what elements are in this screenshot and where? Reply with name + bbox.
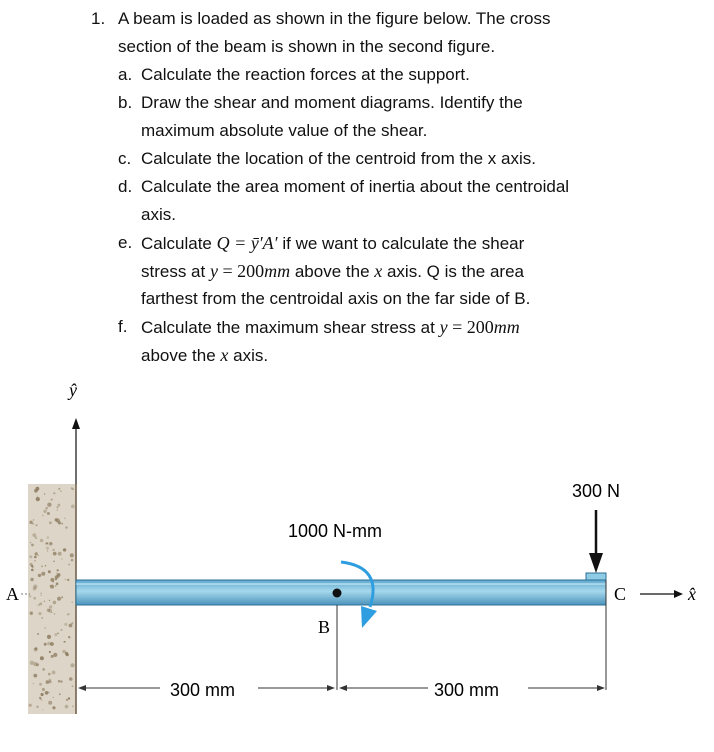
wall-speckle [34, 647, 37, 650]
part-c-text: Calculate the location of the centroid from the x axis. [141, 149, 536, 168]
wall-speckle [68, 564, 70, 566]
wall-speckle [56, 518, 60, 522]
wall-speckle [44, 601, 45, 602]
wall-speckle [51, 499, 53, 501]
wall-speckle [30, 578, 33, 581]
fixed-wall-support [28, 484, 76, 714]
wall-speckle [53, 552, 57, 556]
wall-speckle [32, 533, 36, 537]
wall-speckle [30, 542, 32, 544]
wall-speckle [48, 673, 51, 676]
wall-speckle [61, 596, 63, 598]
intro-line-1: A beam is loaded as shown in the figure below. The cross [118, 9, 551, 28]
wall-speckle [34, 560, 36, 562]
part-e-letter: e. [118, 233, 133, 252]
wall-speckle [29, 521, 32, 524]
wall-speckle [51, 578, 55, 582]
wall-speckle [69, 677, 73, 681]
part-e-line-1: Calculate Q = ȳ′A′ if we want to calculate the shear [141, 233, 525, 253]
wall-speckle [41, 617, 43, 619]
wall-speckle [67, 579, 69, 581]
x-axis-arrowhead [674, 590, 683, 598]
wall-speckle [65, 526, 67, 528]
wall-speckle [65, 579, 66, 580]
wall-speckle [46, 547, 49, 550]
wall-speckle [29, 704, 32, 707]
wall-speckle [41, 565, 43, 567]
force-arrowhead [589, 553, 603, 573]
wall-speckle [33, 519, 35, 521]
wall-speckle [53, 561, 55, 563]
wall-speckle [45, 507, 48, 510]
wall-speckle [71, 559, 74, 562]
wall-speckle [42, 668, 45, 671]
y-axis-arrowhead [72, 418, 80, 429]
wall-speckle [64, 517, 66, 519]
part-d-line-2: axis. [141, 205, 176, 224]
wall-speckle [57, 633, 59, 635]
dimension-right-label: 300 mm [434, 680, 500, 700]
wall-speckle [47, 635, 51, 639]
wall-speckle [68, 697, 70, 699]
wall-speckle [64, 641, 66, 643]
wall-speckle [40, 539, 44, 543]
wall-speckle [45, 691, 49, 695]
wall-speckle [33, 674, 37, 678]
point-c-label: C [614, 584, 627, 604]
wall-speckle [45, 627, 46, 628]
wall-speckle [29, 595, 32, 598]
wall-speckle [38, 574, 41, 577]
wall-speckle [52, 549, 54, 551]
part-a-text: Calculate the reaction forces at the support. [141, 65, 470, 84]
wall-speckle [60, 490, 62, 492]
point-b-label: B [318, 617, 331, 637]
wall-speckle [52, 671, 56, 675]
wall-speckle [49, 605, 52, 608]
wall-speckle [54, 633, 57, 636]
wall-speckle [36, 524, 38, 526]
x-axis-label: x̂ [688, 584, 696, 604]
wall-speckle [48, 701, 52, 705]
point-b-dot [333, 589, 342, 598]
wall-speckle [48, 692, 50, 694]
wall-speckle [71, 622, 73, 624]
wall-speckle [63, 548, 66, 551]
wall-speckle [39, 697, 41, 699]
point-a-label: A [6, 584, 19, 604]
wall-speckle [38, 555, 39, 556]
wall-speckle [65, 652, 68, 655]
wall-speckle [37, 633, 39, 635]
wall-speckle [54, 613, 56, 615]
wall-speckle [58, 681, 60, 683]
wall-speckle [30, 661, 34, 665]
wall-speckle [31, 569, 34, 572]
part-b-line-2: maximum absolute value of the shear. [141, 121, 428, 140]
wall-speckle [48, 570, 51, 573]
wall-speckle [41, 572, 45, 576]
wall-speckle [49, 600, 50, 601]
wall-speckle [61, 558, 62, 559]
wall-speckle [72, 685, 74, 687]
wall-speckle [39, 602, 42, 605]
wall-speckle [72, 602, 73, 603]
wall-speckle [55, 585, 56, 586]
wall-speckle [64, 623, 67, 626]
wall-speckle [56, 506, 58, 508]
wall-speckle [49, 542, 53, 546]
wall-speckle [41, 693, 44, 696]
wall-speckle [42, 688, 45, 691]
y-axis-label: ŷ [69, 380, 77, 400]
wall-speckle [57, 597, 61, 601]
wall-speckle [66, 699, 68, 701]
wall-speckle [67, 613, 69, 615]
wall-speckle [47, 550, 48, 551]
wall-speckle [47, 512, 50, 515]
wall-speckle [29, 555, 32, 558]
load-plate [586, 573, 606, 580]
wall-speckle [36, 706, 39, 709]
wall-speckle [40, 656, 44, 660]
wall-speckle [62, 650, 65, 653]
wall-speckle [61, 523, 63, 525]
moment-label: 1000 N-mm [288, 521, 383, 541]
wall-speckle [70, 663, 74, 667]
wall-speckle [43, 510, 46, 513]
wall-speckle [60, 680, 62, 682]
wall-speckle [46, 680, 50, 684]
wall-speckle [47, 536, 49, 538]
wall-speckle [42, 515, 44, 517]
intro-line-2: section of the beam is shown in the second figure. [118, 37, 496, 56]
q-formula: Q = ȳ′A′ [216, 233, 278, 253]
wall-speckle [53, 601, 57, 605]
wall-speckle [72, 488, 74, 490]
wall-speckle [56, 574, 60, 578]
wall-speckle [35, 552, 38, 555]
part-e-line-2: stress at y = 200mm above the x axis. Q is the area [141, 261, 524, 281]
wall-speckle [30, 563, 33, 566]
wall-speckle [52, 706, 55, 709]
wall-speckle [41, 593, 42, 594]
wall-speckle [70, 553, 74, 557]
wall-speckle [34, 556, 37, 559]
wall-speckle [36, 663, 39, 666]
wall-speckle [30, 612, 33, 615]
wall-speckle [47, 642, 51, 646]
wall-speckle [42, 709, 43, 710]
wall-speckle [65, 705, 69, 709]
wall-speckle [32, 523, 34, 525]
part-a-letter: a. [118, 65, 133, 84]
wall-speckle [58, 504, 61, 507]
wall-speckle [49, 609, 50, 610]
force-label: 300 N [572, 481, 621, 501]
wall-speckle [40, 595, 41, 596]
part-f-line-2: above the x axis. [141, 345, 269, 365]
wall-speckle [57, 509, 58, 510]
part-c-letter: c. [118, 149, 132, 168]
wall-speckle [31, 544, 34, 547]
wall-speckle [34, 489, 38, 493]
wall-speckle [56, 583, 59, 586]
wall-speckle [44, 643, 47, 646]
wall-speckle [37, 496, 38, 497]
problem-number: 1. [91, 9, 106, 28]
wall-speckle [33, 597, 36, 600]
part-f-line-1: Calculate the maximum shear stress at y = 200mm [141, 317, 520, 337]
wall-speckle [48, 609, 52, 613]
wall-speckle [59, 693, 61, 695]
wall-speckle [36, 497, 40, 501]
wall-speckle [58, 552, 62, 556]
wall-speckle [53, 653, 57, 657]
wall-speckle [49, 651, 51, 653]
wall-speckle [49, 679, 52, 682]
wall-speckle [45, 543, 47, 545]
wall-speckle [47, 503, 51, 507]
part-e-line-3: farthest from the centroidal axis on the far side of B. [141, 289, 531, 308]
moment-arrowhead [361, 606, 377, 628]
part-b-line-1: Draw the shear and moment diagrams. Identify the [141, 93, 523, 112]
wall-speckle [49, 521, 52, 524]
part-d-letter: d. [118, 177, 133, 196]
dimension-left-label: 300 mm [170, 680, 236, 700]
wall-speckle [38, 612, 41, 615]
wall-speckle [41, 700, 42, 701]
wall-speckle [57, 569, 59, 571]
part-f-letter: f. [118, 317, 128, 336]
part-d-line-1: Calculate the area moment of inertia about the centroidal [141, 177, 570, 196]
wall-speckle [56, 573, 57, 574]
part-b-letter: b. [118, 93, 133, 112]
wall-speckle [68, 636, 70, 638]
wall-speckle [44, 493, 45, 494]
wall-speckle [45, 565, 46, 566]
wall-speckle [33, 683, 34, 684]
wall-speckle [53, 492, 55, 494]
wall-speckle [72, 705, 74, 707]
wall-speckle [59, 488, 61, 490]
wall-speckle [39, 683, 42, 686]
wall-speckle [61, 629, 63, 631]
beam-figure [0, 370, 714, 752]
wall-speckle [49, 585, 51, 587]
wall-speckle [71, 505, 75, 509]
wall-speckle [53, 697, 54, 698]
wall-speckle [33, 587, 37, 591]
